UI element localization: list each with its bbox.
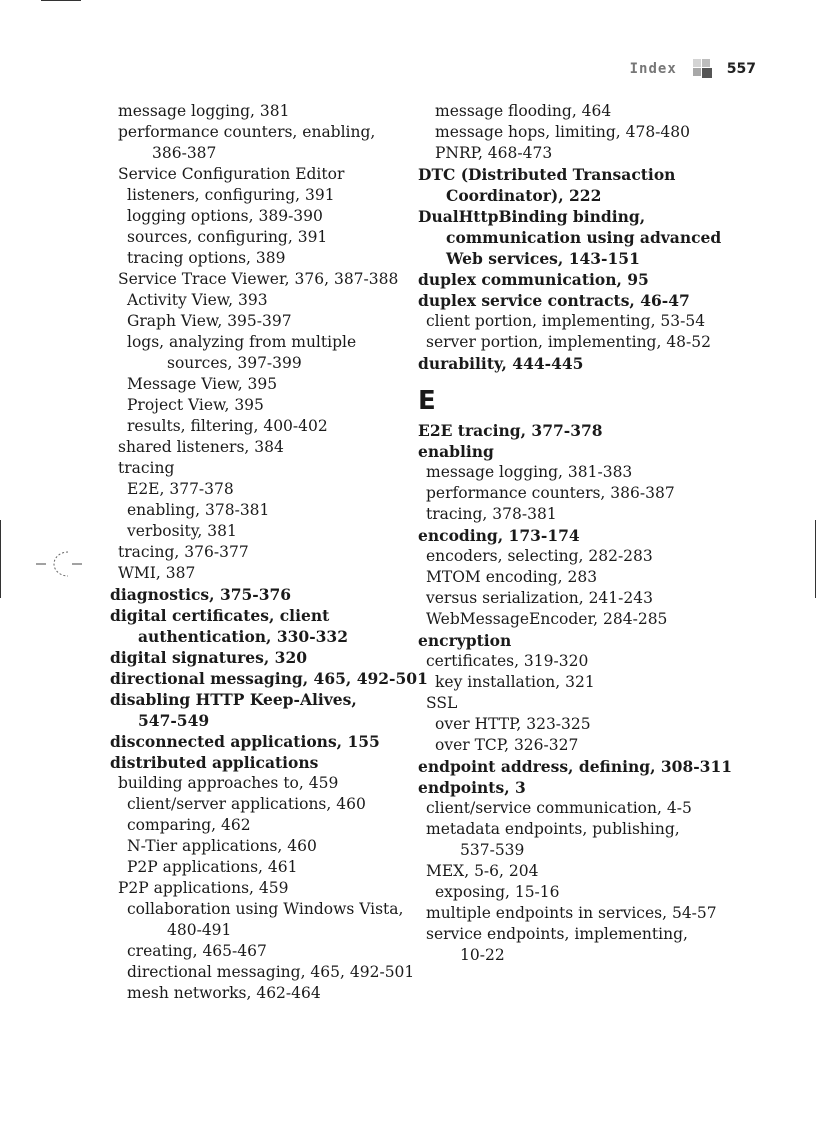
index-subentry <box>110 563 410 584</box>
crop-mark-top <box>41 0 81 1</box>
index-subentry <box>110 311 410 332</box>
index-main-entry <box>418 420 718 441</box>
index-subentry <box>110 290 410 311</box>
index-subentry <box>110 101 410 122</box>
entry-continuation: 547-549 <box>138 711 210 730</box>
entry-text: creating, 465-467 <box>127 942 267 960</box>
entry-text: disabling HTTP Keep-Alives, <box>110 690 357 709</box>
index-subentry <box>110 437 410 458</box>
entry-text: service endpoints, implementing, <box>426 925 688 943</box>
entry-text: duplex service contracts, 46-47 <box>418 291 690 310</box>
entry-text: results, filtering, 400-402 <box>127 417 328 435</box>
index-subentry <box>110 878 410 899</box>
entry-text: E2E tracing, 377-378 <box>418 421 603 440</box>
index-subentry <box>418 924 718 966</box>
entry-text: Service Configuration Editor <box>118 165 345 183</box>
entry-text: message logging, 381-383 <box>426 463 633 481</box>
entry-text: digital signatures, 320 <box>110 648 308 667</box>
index-subentry <box>110 962 415 983</box>
entry-continuation: authentication, 330-332 <box>138 627 348 646</box>
entry-text: over TCP, 326-327 <box>435 736 579 754</box>
letter-heading: E <box>418 386 436 416</box>
running-head-title: Index <box>629 61 677 77</box>
entry-text: E2E, 377-378 <box>127 480 234 498</box>
entry-text: building approaches to, 459 <box>118 774 339 792</box>
entry-continuation: 386-387 <box>152 144 217 162</box>
index-subentry <box>418 122 718 143</box>
entry-text: message hops, limiting, 478-480 <box>435 123 691 141</box>
entry-text: encoding, 173-174 <box>418 526 580 545</box>
entry-text: metadata endpoints, publishing, <box>426 820 680 838</box>
index-subentry <box>110 899 410 941</box>
index-subentry <box>418 903 718 924</box>
running-head <box>630 58 756 80</box>
entry-text: WMI, 387 <box>118 564 196 582</box>
entry-text: distributed applications <box>110 753 319 772</box>
entry-text: DTC (Distributed Transaction <box>418 165 676 184</box>
index-subentry <box>418 714 718 735</box>
entry-continuation: communication using advanced <box>446 228 722 247</box>
entry-text: Message View, 395 <box>127 375 278 393</box>
index-subentry <box>110 836 410 857</box>
entry-text: mesh networks, 462-464 <box>127 984 321 1002</box>
index-main-entry <box>418 269 718 290</box>
index-subentry <box>418 504 718 525</box>
entry-text: Activity View, 393 <box>127 291 268 309</box>
entry-text: multiple endpoints in services, 54-57 <box>426 904 717 922</box>
index-main-entry <box>110 689 410 731</box>
index-subentry <box>110 500 410 521</box>
entry-text: P2P applications, 459 <box>118 879 289 897</box>
index-subentry <box>110 479 410 500</box>
entry-text: tracing <box>118 459 175 477</box>
index-subentry <box>418 546 718 567</box>
entry-text: encoders, selecting, 282-283 <box>426 547 653 565</box>
entry-text: tracing options, 389 <box>127 249 286 267</box>
entry-text: collaboration using Windows Vista, <box>127 900 404 918</box>
index-subentry <box>110 395 410 416</box>
entry-text: verbosity, 381 <box>127 522 237 540</box>
entry-text: Project View, 395 <box>127 396 264 414</box>
entry-continuation: Coordinator), 222 <box>446 186 602 205</box>
index-subentry <box>418 672 718 693</box>
index-subentry <box>418 462 718 483</box>
index-subentry <box>110 941 410 962</box>
index-subentry <box>110 374 410 395</box>
crop-mark-left <box>0 520 1 598</box>
index-subentry <box>418 798 718 819</box>
entry-text: PNRP, 468-473 <box>435 144 553 162</box>
entry-text: comparing, 462 <box>127 816 251 834</box>
entry-text: directional messaging, 465, 492-501 <box>110 669 428 688</box>
index-squares-icon <box>693 59 713 79</box>
entry-text: Service Trace Viewer, 376, 387-388 <box>118 270 399 288</box>
entry-text: logs, analyzing from multiple <box>127 333 357 351</box>
index-main-entry <box>418 777 718 798</box>
index-subentry <box>110 458 410 479</box>
entry-text: server portion, implementing, 48-52 <box>426 333 712 351</box>
entry-text: shared listeners, 384 <box>118 438 284 456</box>
index-subentry <box>418 819 718 861</box>
index-subentry <box>418 735 718 756</box>
registration-mark-icon <box>34 546 86 582</box>
entry-text: WebMessageEncoder, 284-285 <box>426 610 668 628</box>
entry-text: endpoints, 3 <box>418 778 526 797</box>
entry-text: sources, configuring, 391 <box>127 228 328 246</box>
index-subentry <box>418 651 718 672</box>
entry-text: N-Tier applications, 460 <box>127 837 317 855</box>
index-column-left <box>110 101 428 1004</box>
index-subentry <box>110 164 410 185</box>
entry-text: certificates, 319-320 <box>426 652 589 670</box>
entry-continuation: 537-539 <box>460 841 525 859</box>
entry-text: durability, 444-445 <box>418 354 584 373</box>
index-main-entry <box>110 668 428 689</box>
index-subentry <box>110 416 410 437</box>
index-subentry <box>418 693 718 714</box>
index-main-entry <box>418 630 718 651</box>
entry-text: duplex communication, 95 <box>418 270 649 289</box>
entry-text: endpoint address, defining, 308-311 <box>418 757 733 776</box>
index-main-entry <box>418 353 718 374</box>
entry-text: digital certificates, client <box>110 606 330 625</box>
entry-text: performance counters, 386-387 <box>426 484 675 502</box>
entry-text: SSL <box>426 694 458 712</box>
index-main-entry <box>418 525 718 546</box>
entry-text: message logging, 381 <box>118 102 290 120</box>
index-main-entry <box>110 752 410 773</box>
entry-text: client/server applications, 460 <box>127 795 366 813</box>
entry-text: enabling, 378-381 <box>127 501 270 519</box>
index-main-entry <box>110 647 410 668</box>
entry-text: performance counters, enabling, <box>118 123 376 141</box>
entry-text: Graph View, 395-397 <box>127 312 292 330</box>
index-subentry <box>418 311 718 332</box>
index-subentry <box>110 521 410 542</box>
entry-text: disconnected applications, 155 <box>110 732 380 751</box>
index-main-entry <box>418 206 722 269</box>
index-subentry <box>110 332 410 374</box>
entry-text: enabling <box>418 442 494 461</box>
index-subentry <box>418 861 718 882</box>
entry-text: directional messaging, 465, 492-501 <box>127 963 415 981</box>
index-subentry <box>110 185 410 206</box>
index-subentry <box>110 857 410 878</box>
entry-text: logging options, 389-390 <box>127 207 323 225</box>
entry-continuation: Web services, 143-151 <box>446 249 640 268</box>
entry-text: over HTTP, 323-325 <box>435 715 591 733</box>
entry-text: client/service communication, 4-5 <box>426 799 692 817</box>
entry-text: versus serialization, 241-243 <box>426 589 653 607</box>
entry-text: exposing, 15-16 <box>435 883 560 901</box>
index-main-entry <box>418 164 718 206</box>
index-subentry <box>418 588 718 609</box>
entry-continuation: sources, 397-399 <box>167 354 302 372</box>
entry-continuation: 480-491 <box>167 921 232 939</box>
entry-text: diagnostics, 375-376 <box>110 585 292 604</box>
index-subentry <box>110 815 410 836</box>
index-main-entry <box>110 605 410 647</box>
entry-text: DualHttpBinding binding, <box>418 207 646 226</box>
index-subentry <box>110 983 410 1004</box>
entry-continuation: 10-22 <box>460 946 505 964</box>
index-subentry <box>110 269 410 290</box>
entry-text: MTOM encoding, 283 <box>426 568 598 586</box>
entry-text: tracing, 378-381 <box>426 505 557 523</box>
page-number: 557 <box>726 61 756 77</box>
index-subentry <box>418 882 718 903</box>
index-subentry <box>418 332 718 353</box>
index-main-entry <box>418 441 718 462</box>
entry-text: message flooding, 464 <box>435 102 612 120</box>
entry-text: tracing, 376-377 <box>118 543 249 561</box>
index-subentry <box>110 227 410 248</box>
entry-text: P2P applications, 461 <box>127 858 298 876</box>
index-main-entry <box>418 756 733 777</box>
index-subentry <box>110 122 410 164</box>
index-subentry <box>110 773 410 794</box>
index-main-entry <box>110 584 410 605</box>
index-subentry <box>418 609 718 630</box>
index-subentry <box>110 542 410 563</box>
entry-text: listeners, configuring, 391 <box>127 186 335 204</box>
index-subentry <box>110 248 410 269</box>
entry-text: key installation, 321 <box>435 673 595 691</box>
index-main-entry <box>418 290 718 311</box>
index-subentry <box>418 143 718 164</box>
index-main-entry <box>110 731 410 752</box>
entry-text: encryption <box>418 631 512 650</box>
index-subentry <box>110 794 410 815</box>
entry-text: client portion, implementing, 53-54 <box>426 312 706 330</box>
index-subentry <box>110 206 410 227</box>
index-subentry <box>418 567 718 588</box>
entry-text: MEX, 5-6, 204 <box>426 862 539 880</box>
index-subentry <box>418 483 718 504</box>
index-column-right <box>418 101 733 966</box>
index-subentry <box>418 101 718 122</box>
